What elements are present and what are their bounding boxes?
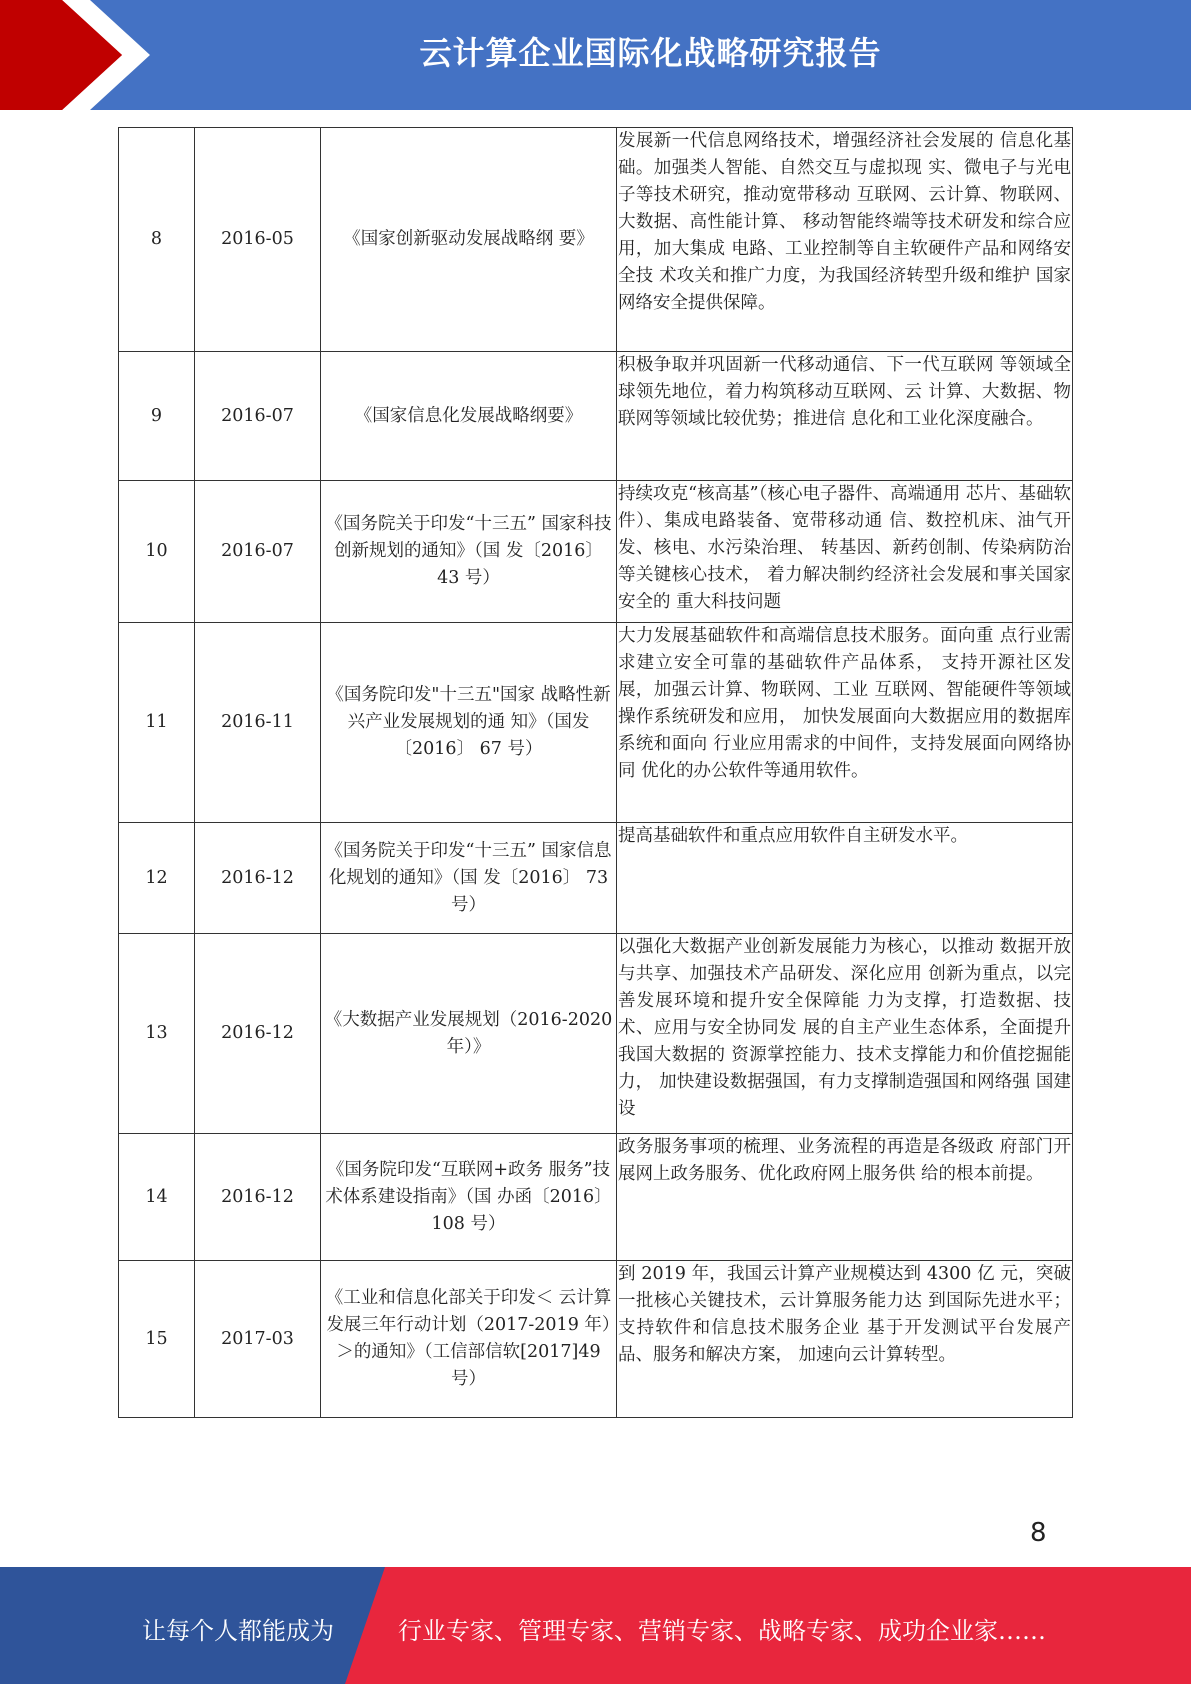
row-policy-name: 《国家创新驱动发展战略纲 要》 [321,128,617,352]
row-policy-name: 《国务院印发“互联网+政务 服务”技术体系建设指南》（国 办函〔2016〕 108 号） [321,1134,617,1261]
table-row [119,934,1073,1134]
row-description: 积极争取并巩固新一代移动通信、下一代互联网 等领域全球领先地位，着力构筑移动互联网、云 计算、大数据、物联网等领域比较优势；推进信 息化和工业化深度融合。 [617,352,1073,481]
row-number: 11 [119,623,195,823]
row-date: 2017-03 [195,1261,321,1418]
report-title: 云计算企业国际化战略研究报告 [419,34,882,72]
row-description: 大力发展基础软件和高端信息技术服务。面向重 点行业需求建立安全可靠的基础软件产品体系， 支持开源社区发展，加强云计算、物联网、工业 互联网、智能硬件等领域操作系统研发和应用， 加快发展面向大数据应用的数据库系统和面向 行业应用需求的中间件，支持发展面向网络协同 优化的办公软件等通用软件。 [617,623,1073,823]
row-description: 持续攻克“核高基”（核心电子器件、高端通用 芯片、基础软件）、集成电路装备、宽带移动通 信、数控机床、油气开发、核电、水污染治理、 转基因、新药创制、传染病防治等关键核心技术， 着力解决制约经济社会发展和事关国家安全的 重大科技问题 [617,481,1073,623]
table-row [119,1261,1073,1418]
footer-slogan-right: 行业专家、管理专家、营销专家、战略专家、成功企业家…… [398,1617,1046,1645]
row-description: 以强化大数据产业创新发展能力为核心，以推动 数据开放与共享、加强技术产品研发、深化应用 创新为重点，以完善发展环境和提升安全保障能 力为支撑，打造数据、技术、应用与安全协同发 展的自主产业生态体系，全面提升我国大数据的 资源掌控能力、技术支撑能力和价值挖掘能力， 加快建设数据强国，有力支撑制造强国和网络强 国建设 [617,934,1073,1134]
row-number: 13 [119,934,195,1134]
row-description: 发展新一代信息网络技术，增强经济社会发展的 信息化基础。加强类人智能、自然交互与虚拟现 实、微电子与光电子等技术研究，推动宽带移动 互联网、云计算、物联网、大数据、高性能计算、 移动智能终端等技术研发和综合应用，加大集成 电路、工业控制等自主软硬件产品和网络安全技 术攻关和推广力度，为我国经济转型升级和维护 国家网络安全提供保障。 [617,128,1073,352]
row-date: 2016-12 [195,823,321,934]
table-row [119,623,1073,823]
row-policy-name: 《国家信息化发展战略纲要》 [321,352,617,481]
row-date: 2016-07 [195,481,321,623]
row-description: 到 2019 年，我国云计算产业规模达到 4300 亿 元，突破一批核心关键技术，云计算服务能力达 到国际先进水平；支持软件和信息技术服务企业 基于开发测试平台发展产品、服务和解决方案， 加速向云计算转型。 [617,1261,1073,1418]
footer-slogan-left: 让每个人都能成为 [142,1617,334,1645]
row-date: 2016-12 [195,1134,321,1261]
row-policy-name: 《大数据产业发展规划（2016-2020 年）》 [321,934,617,1134]
row-number: 9 [119,352,195,481]
table-row [119,128,1073,352]
page-header [0,0,1191,110]
row-number: 15 [119,1261,195,1418]
table-row [119,1134,1073,1261]
policy-table [118,127,1073,1418]
row-description: 政务服务事项的梳理、业务流程的再造是各级政 府部门开展网上政务服务、优化政府网上服务供 给的根本前提。 [617,1134,1073,1261]
row-policy-name: 《工业和信息化部关于印发＜ 云计算发展三年行动计划（2017-2019 年）＞的通知》（工信部信软[2017]49 号） [321,1261,617,1418]
row-date: 2016-07 [195,352,321,481]
page-footer [0,1567,1191,1684]
table-row [119,352,1073,481]
table-row [119,823,1073,934]
row-number: 12 [119,823,195,934]
row-number: 14 [119,1134,195,1261]
row-number: 8 [119,128,195,352]
row-date: 2016-05 [195,128,321,352]
row-policy-name: 《国务院关于印发“十三五” 国家科技创新规划的通知》（国 发〔2016〕 43 号） [321,481,617,623]
row-policy-name: 《国务院印发"十三五"国家 战略性新兴产业发展规划的通 知》（国发〔2016〕 67 号） [321,623,617,823]
row-date: 2016-11 [195,623,321,823]
row-number: 10 [119,481,195,623]
page-number: 8 [1030,1518,1047,1548]
table-row [119,481,1073,623]
row-description: 提高基础软件和重点应用软件自主研发水平。 [617,823,1073,934]
row-date: 2016-12 [195,934,321,1134]
row-policy-name: 《国务院关于印发“十三五” 国家信息化规划的通知》（国 发〔2016〕 73 号） [321,823,617,934]
